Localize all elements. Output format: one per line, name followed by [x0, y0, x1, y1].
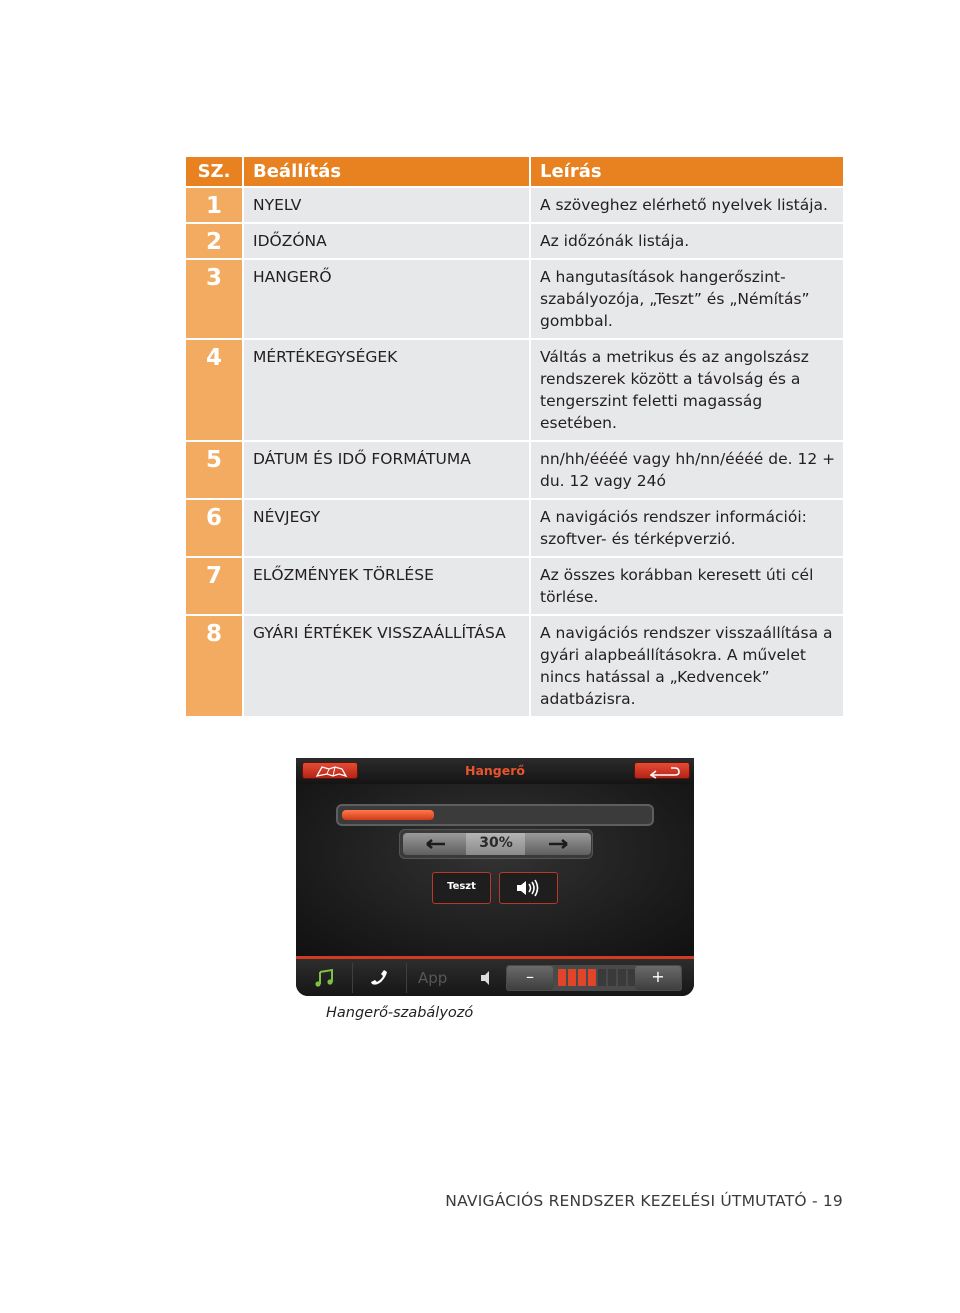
volume-value: 30%: [479, 835, 513, 851]
row-number: 1: [186, 186, 242, 222]
row-description: Az időzónák listája.: [529, 222, 843, 258]
back-button[interactable]: [634, 762, 690, 779]
row-description: Váltás a metrikus és az angolszász rendszerek között a távolság és a tengerszint feletti magasság esetében.: [529, 338, 843, 440]
row-number: 4: [186, 338, 242, 440]
table-header-row: [186, 157, 843, 186]
page-footer: NAVIGÁCIÓS RENDSZER KEZELÉSI ÚTMUTATÓ - 19: [445, 1192, 843, 1210]
figure-caption: Hangerő-szabályozó: [326, 1005, 474, 1021]
music-icon: [300, 963, 352, 993]
app-tab[interactable]: App: [418, 969, 448, 987]
settings-table: [186, 157, 843, 716]
row-description: A navigációs rendszer információi: szoftver- és térképverzió.: [529, 498, 843, 556]
table-row: [186, 498, 843, 556]
screen-body: [296, 784, 694, 959]
row-setting: HANGERŐ: [242, 258, 529, 338]
row-number: 3: [186, 258, 242, 338]
phone-tab[interactable]: [354, 963, 407, 993]
row-setting: IDŐZÓNA: [242, 222, 529, 258]
row-description: Az összes korábban keresett úti cél törlése.: [529, 556, 843, 614]
footer-volume-minus[interactable]: –: [507, 966, 553, 990]
footer-speaker-icon: [479, 970, 495, 986]
volume-screen: [296, 758, 694, 996]
row-number: 6: [186, 498, 242, 556]
row-setting: DÁTUM ÉS IDŐ FORMÁTUMA: [242, 440, 529, 498]
music-tab[interactable]: [300, 963, 353, 993]
volume-stepper: [399, 829, 593, 859]
volume-segment: [608, 969, 616, 986]
test-button-label: Teszt: [447, 881, 476, 892]
mute-button[interactable]: [499, 872, 558, 904]
volume-segment: [568, 969, 576, 986]
table-row: [186, 258, 843, 338]
row-number: 7: [186, 556, 242, 614]
row-description: A hangutasítások hangerőszint-szabályozója, „Teszt” és „Némítás” gombbal.: [529, 258, 843, 338]
header-num: SZ.: [186, 157, 242, 186]
volume-segment: [578, 969, 586, 986]
volume-slider[interactable]: [336, 804, 654, 826]
volume-segment: [598, 969, 606, 986]
row-number: 2: [186, 222, 242, 258]
row-number: 5: [186, 440, 242, 498]
row-setting: ELŐZMÉNYEK TÖRLÉSE: [242, 556, 529, 614]
row-description: nn/hh/éééé vagy hh/nn/éééé de. 12 + du. 12 vagy 24ó: [529, 440, 843, 498]
row-setting: MÉRTÉKEGYSÉGEK: [242, 338, 529, 440]
table-row: [186, 222, 843, 258]
table-row: [186, 556, 843, 614]
volume-segment: [618, 969, 626, 986]
table-row: [186, 440, 843, 498]
speaker-icon: [500, 873, 557, 903]
header-setting: Beállítás: [242, 157, 529, 186]
table-body: [186, 186, 843, 716]
volume-segment: [558, 969, 566, 986]
volume-segment: [588, 969, 596, 986]
volume-bar: [506, 965, 682, 991]
header-description: Leírás: [529, 157, 843, 186]
row-setting: GYÁRI ÉRTÉKEK VISSZAÁLLÍTÁSA: [242, 614, 529, 716]
row-setting: NYELV: [242, 186, 529, 222]
row-number: 8: [186, 614, 242, 716]
row-description: A szöveghez elérhető nyelvek listája.: [529, 186, 843, 222]
table-row: [186, 186, 843, 222]
screen-footer: [296, 959, 694, 996]
row-description: A navigációs rendszer visszaállítása a gyári alapbeállításokra. A művelet nincs hatással a „Kedvencek” adatbázisra.: [529, 614, 843, 716]
footer-volume-plus[interactable]: +: [635, 966, 681, 990]
row-setting: NÉVJEGY: [242, 498, 529, 556]
test-button[interactable]: [432, 872, 491, 904]
volume-slider-fill: [342, 810, 434, 820]
table-row: [186, 338, 843, 440]
back-icon: [635, 763, 691, 780]
table-row: [186, 614, 843, 716]
screen-title: Hangerő: [465, 763, 525, 778]
screen-header: [296, 758, 694, 784]
phone-icon: [354, 963, 406, 993]
